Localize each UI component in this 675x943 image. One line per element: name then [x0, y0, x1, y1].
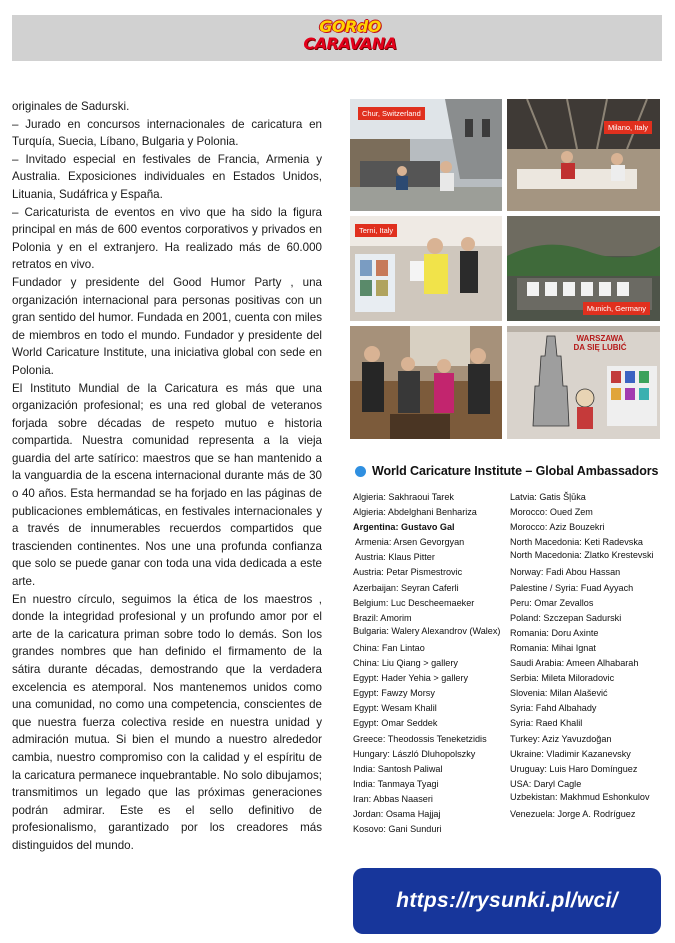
ambassador-entry: Uruguay: Luis Haro Domínguez	[510, 763, 638, 774]
ambassador-entry: Poland: Szczepan Sadurski	[510, 612, 622, 623]
ambassador-entry: Syria: Fahd Albahady	[510, 703, 597, 714]
blue-dot-icon	[355, 466, 366, 477]
header-bar	[12, 15, 662, 61]
paragraph: Fundador y presidente del Good Humor Party , una organización internacional para personas positivas con un gran sentido del humor. Fundada en 2001, cuenta con miles de miembros en todo el mundo. Fundador y presidente del World Caricature Institute, una iniciativa global con sede en Polonia.	[12, 275, 322, 377]
ambassador-entry: Azerbaijan: Seyran Caferli	[353, 582, 459, 593]
ambassador-entry: Austria: Petar Pismestrovic	[353, 567, 463, 578]
ambassador-entry: Hungary: László Dluhopolszky	[353, 748, 476, 759]
ambassador-entry: Armenia: Arsen Gevorgyan	[355, 537, 465, 548]
ambassador-entry: Algieria: Sakhraoui Tarek	[353, 492, 454, 502]
ambassador-entry: Palestine / Syria: Fuad Ayyach	[510, 582, 634, 593]
ambassador-entry: Belgium: Luc Descheemaeker	[353, 597, 475, 608]
photo-grid	[350, 99, 660, 439]
photo-chur	[350, 99, 502, 211]
ambassadors-right-column	[510, 490, 660, 822]
logo-line-1: GORdO	[319, 17, 381, 36]
ambassador-entry: Ukraine: Vladimir Kazanevsky	[510, 748, 631, 759]
ambassador-entry: Austria: Klaus Pitter	[355, 552, 435, 563]
ambassador-entry: Egypt: Wesam Khalil	[353, 703, 437, 714]
photo-caption: Munich, Germany	[583, 302, 650, 315]
article-body	[12, 98, 322, 855]
ambassador-entry: Egypt: Omar Seddek	[353, 718, 438, 729]
paragraph: – Invitado especial en festivales de Francia, Armenia y Australia. Exposiciones individuales en Estados Unidos, Lituania, Sudáfrica y España.	[12, 152, 322, 201]
photo-caption: Milano, Italy	[604, 121, 652, 134]
ambassador-entry: India: Tanmaya Tyagi	[353, 778, 439, 789]
ambassador-entry: Turkey: Aziz Yavuzdoğan	[510, 733, 612, 744]
photo-milano-image	[507, 99, 660, 211]
paragraph: – Jurado en concursos internacionales de caricatura en Turquía, Suecia, Líbano, Bulgaria y Polonia.	[12, 117, 322, 149]
ambassador-entry[interactable]: China: Liu Qiang > gallery	[353, 658, 458, 669]
ambassador-entry: Egypt: Fawzy Morsy	[353, 688, 435, 699]
ambassador-entry: Morocco: Oued Zem	[510, 507, 593, 518]
photo-warszawa	[507, 326, 660, 439]
ambassador-entry: Morocco: Aziz Bouzekri	[510, 522, 605, 533]
ambassador-entry: Syria: Raed Khalil	[510, 718, 583, 729]
photo-caption: Chur, Switzerland	[358, 107, 425, 120]
ambassador-entry: Jordan: Osama Hajjaj	[353, 808, 441, 819]
ambassador-entry: Argentina: Gustavo Gal	[353, 522, 455, 533]
ambassador-entry: North Macedonia: Keti Radevska	[510, 537, 643, 548]
paragraph: originales de Sadurski.	[12, 100, 130, 113]
gordo-caravana-logo[interactable]	[295, 18, 405, 58]
photo-caption: Terni, Italy	[355, 224, 397, 237]
ambassador-entry: Kosovo: Gani Sunduri	[353, 824, 442, 835]
wci-section-title	[355, 461, 665, 481]
ambassador-entry: Romania: Mihai Ignat	[510, 642, 596, 653]
ambassador-entry: Iran: Abbas Naaseri	[353, 793, 433, 804]
ambassador-entry: Romania: Doru Axinte	[510, 627, 599, 638]
photo-terni	[350, 216, 502, 321]
ambassador-entry: Peru: Omar Zevallos	[510, 597, 594, 608]
ambassador-entry: Algieria: Abdelghani Benhariza	[353, 507, 477, 518]
wci-title-text: World Caricature Institute – Global Ambassadors	[372, 464, 659, 478]
paragraph: El Instituto Mundial de la Caricatura es más que una organización profesional; es una red global de veteranos forjada sobre décadas de respeto mutuo e historia compartida. Nuestra comunidad representa a la vieja guardia del arte satírico: maestros que se han mantenido a la vanguardia de la escena internacional durante más de 30 o 40 años. Esta hermandad se ha forjado en las páginas de publicaciones emblemáticas, en festivales internacionales y a través de innumerables recuerdos compartidos que trascienden continentes. Nos une una profunda confianza que solo se puede ganar con toda una vida dedicada a este arte.	[12, 381, 322, 589]
ambassador-entry: Uzbekistan: Makhmud Eshonkulov	[510, 791, 650, 802]
photo-munich	[507, 216, 660, 321]
ambassador-entry: India: Santosh Paliwal	[353, 763, 443, 774]
ambassador-entry: China: Fan Lintao	[353, 642, 425, 653]
wci-url-banner[interactable]	[353, 868, 661, 934]
photo-milano	[507, 99, 660, 211]
logo-line-2: CARAVANA	[303, 34, 397, 53]
wci-url-link[interactable]: https://rysunki.pl/wci/	[396, 889, 618, 912]
ambassador-entry: Bulgaria: Walery Alexandrov (Walex)	[353, 625, 501, 636]
ambassador-entry: Saudi Arabia: Ameen Alhabarah	[510, 658, 639, 669]
ambassador-entry: Latvia: Gatis Šļūka	[510, 492, 586, 502]
ambassador-entry: North Macedonia: Zlatko Krestevski	[510, 550, 654, 561]
ambassador-entry: Brazil: Amorim	[353, 612, 412, 623]
photo-sign-text: WARSZAWA DA SIĘ LUBIĆ	[573, 334, 627, 352]
ambassador-entry: Norway: Fadi Abou Hassan	[510, 567, 621, 578]
ambassador-entry: USA: Daryl Cagle	[510, 778, 582, 789]
ambassador-entry: Venezuela: Jorge A. Rodríguez	[510, 808, 636, 819]
paragraph: – Caricaturista de eventos en vivo que ha sido la figura principal en más de 600 eventos corporativos y privados en Polonia y en el extranjero. Ha realizado más de 60.000 retratos en vivo.	[12, 205, 322, 272]
ambassador-entry: Greece: Theodossis Teneketzidis	[353, 733, 487, 744]
ambassador-entry: Serbia: Mileta Miloradovic	[510, 673, 615, 684]
ambassador-entry[interactable]: Egypt: Hader Yehia > gallery	[353, 673, 469, 684]
ambassador-entry: Slovenia: Milan Alašević	[510, 688, 608, 699]
photo-group-image	[350, 326, 502, 439]
photo-group	[350, 326, 502, 439]
paragraph: En nuestro círculo, seguimos la ética de los maestros , donde la integridad profesional y un profundo amor por el arte de la caricatura priman sobre todo lo demás. Son los grandes nombres que han definido el firmamento de la sátira durante décadas, demostrando que la verdadera excelencia es atemporal. Nos mantenemos unidos como una comunidad, no como una competencia, conscientes de que nuestra fuerza colectiva reside en nuestra unidad y admiración mutua. Si bien el mundo a nuestro alrededor cambia, nuestro compromiso con la calidad y el espíritu de la caricatura permanece inquebrantable. No solo dibujamos; transmitimos un legado que las próximas generaciones podrán admirar. Este es el sello definitivo de profesionalismo, garantizado por los creadores más distinguidos del mundo.	[12, 592, 322, 852]
ambassadors-left-column	[353, 490, 503, 837]
